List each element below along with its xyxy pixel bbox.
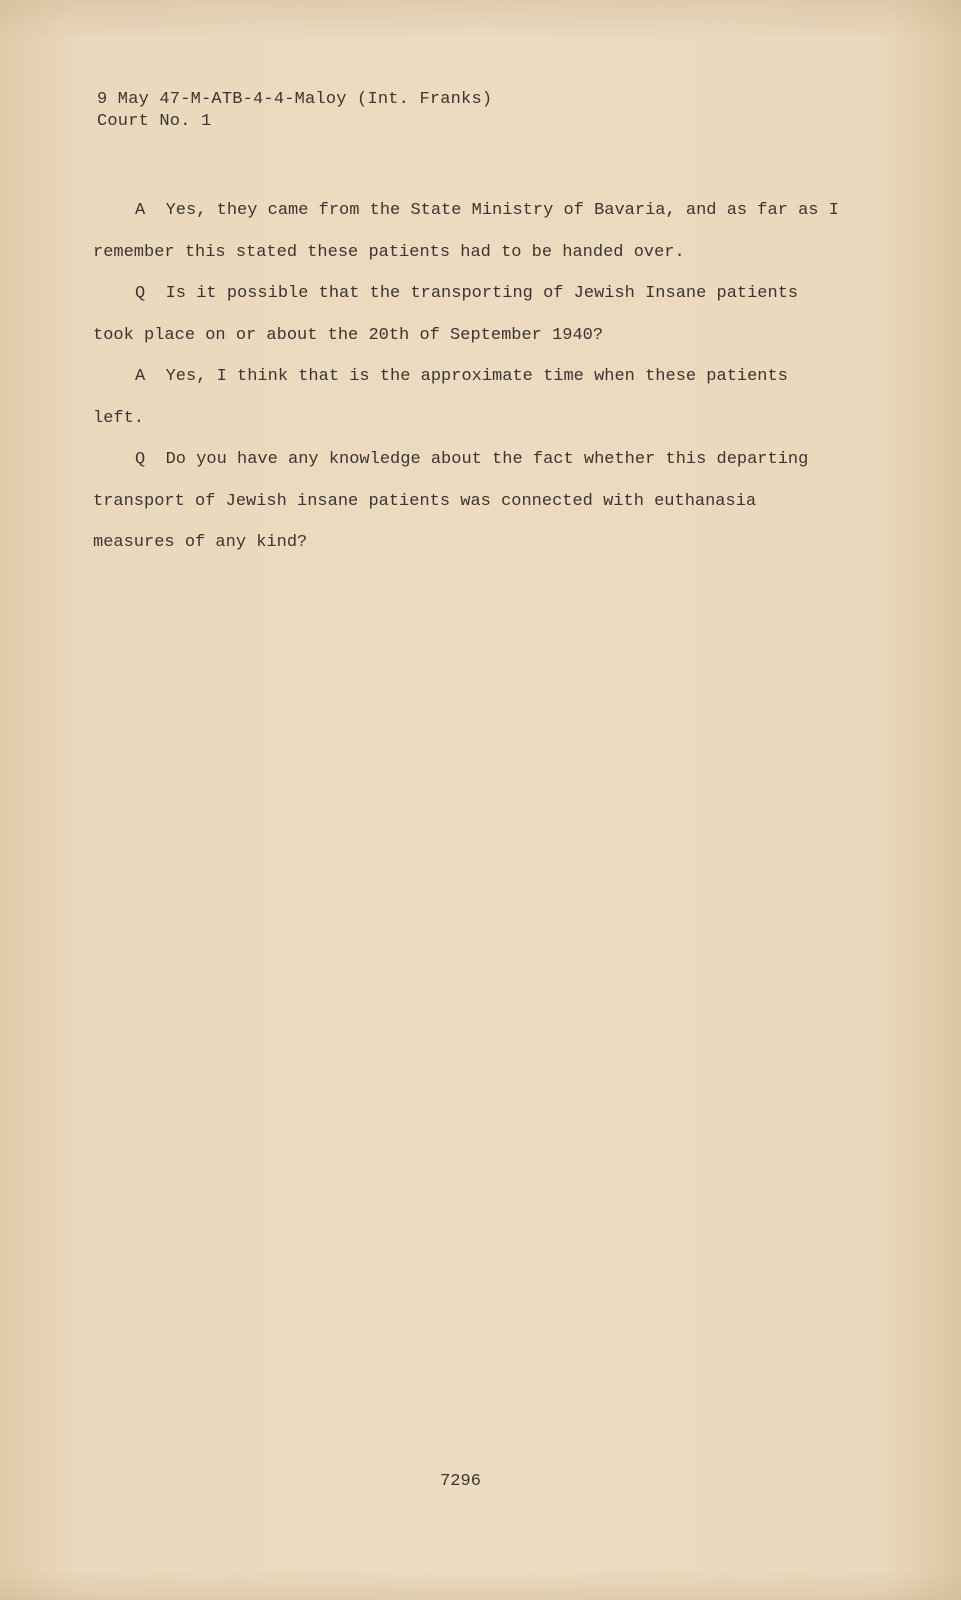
transcript-body <box>93 190 853 564</box>
transcript-line: A Yes, they came from the State Ministry of Bavaria, and as far as I <box>135 201 839 220</box>
document-header <box>97 89 492 133</box>
page-number <box>0 1472 961 1491</box>
header-session-line: 9 May 47-M-ATB-4-4-Maloy (Int. Franks) <box>97 90 493 109</box>
header-court-line: Court No. 1 <box>97 112 212 131</box>
transcript-line: remember this stated these patients had to be handed over. <box>93 242 685 262</box>
transcript-line: A Yes, I think that is the approximate time when these patients <box>135 367 788 386</box>
page-number-text: 7296 <box>440 1472 481 1491</box>
transcript-line: measures of any kind? <box>93 533 308 552</box>
transcript-line: Q Is it possible that the transporting of Jewish Insane patients <box>135 284 799 303</box>
transcript-line: left. <box>93 408 145 428</box>
transcript-line: took place on or about the 20th of September 1940? <box>93 325 604 345</box>
transcript-line: transport of Jewish insane patients was connected with euthanasia <box>93 491 757 511</box>
transcript-line: Q Do you have any knowledge about the fact whether this departing <box>135 450 809 469</box>
